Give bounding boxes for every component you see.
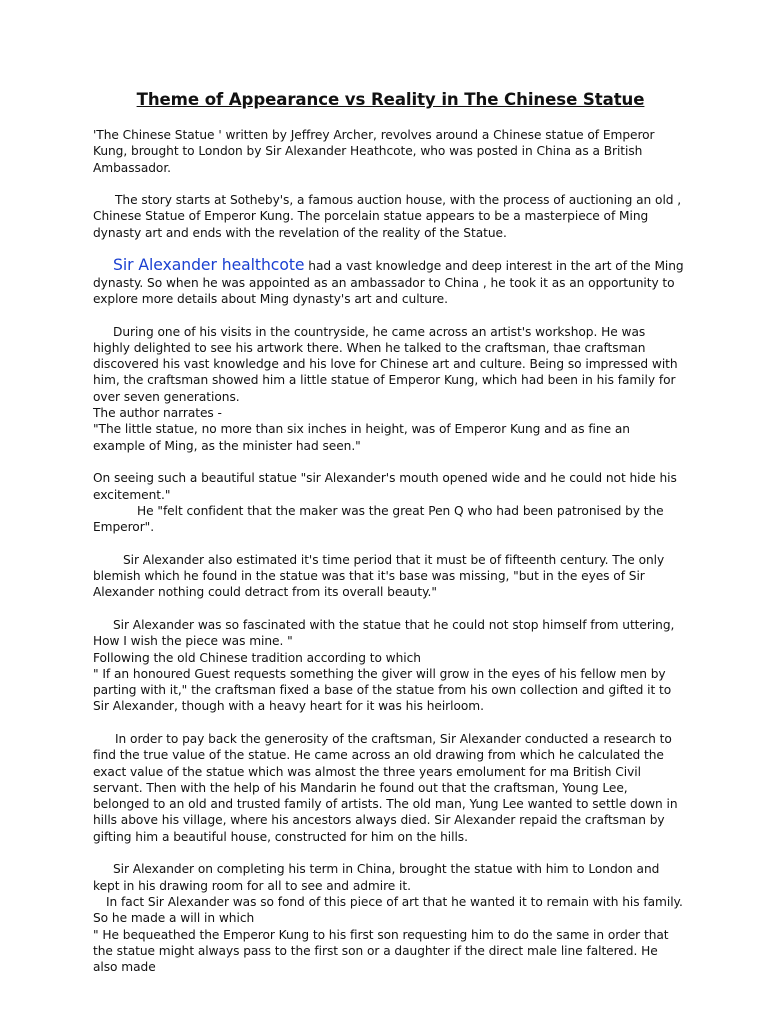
paragraph-bequeathed: " He bequeathed the Emperor Kung to his first son requesting him to do the same in order that the statue might always pass to the first son or a daughter if the direct male line faltered. He also made bbox=[93, 927, 669, 975]
paragraph-excitement: On seeing such a beautiful statue "sir Alexander's mouth opened wide and he could not hide his excitement." bbox=[93, 471, 677, 502]
paragraph-repayment: In order to pay back the generosity of the craftsman, Sir Alexander conducted a research to find the true value of the statue. He came across an old drawing from which he calculated the exact value of the statue which was almost the three years emolument for ma British Civil servant. Then with the help of his Mandarin he found out that the craftsman, Young Lee, belonged to an old and trusted family of artists. The old man, Yung Lee wanted to settle down in hills above his village, where his ancestors always died. Sir Alexander repaid the craftsman by gifting him a beautiful house, constructed for him on the hills. bbox=[93, 731, 678, 844]
paragraph-intro: 'The Chinese Statue ' written by Jeffrey Archer, revolves around a Chinese statue of Emperor Kung, brought to London by Sir Alexander Heathcote, who was posted in China as a British Ambassador. bbox=[93, 128, 655, 175]
page-title: Theme of Appearance vs Reality in The Chinese Statue bbox=[136, 90, 645, 109]
sir-alexander-link[interactable]: Sir Alexander healthcote bbox=[113, 256, 305, 275]
paragraph-fifteenth-century: Sir Alexander also estimated it's time period that it must be of fifteenth century. The only blemish which he found in the statue was that it's base was missing, "but in the eyes of Sir Alexander nothing could detract from its overall beauty." bbox=[93, 552, 665, 600]
paragraph-wish: Sir Alexander was so fascinated with the statue that he could not stop himself from uttering, How I wish the piece was mine. " bbox=[93, 617, 675, 649]
paragraph-sothebys: The story starts at Sotheby's, a famous auction house, with the process of auctioning an old , Chinese Statue of Emperor Kung. The porcelain statue appears to be a masterpiece of Ming dynasty art and ends with the revelation of the reality of the Statue. bbox=[93, 193, 682, 240]
paragraph-pen-q-quote: He "felt confident that the maker was the great Pen Q who had been patronised by the Emperor". bbox=[93, 503, 664, 535]
paragraph-will: In fact Sir Alexander was so fond of this piece of art that he wanted it to remain with his family. So he made a will in which bbox=[93, 894, 683, 926]
paragraph-alexander-knowledge bbox=[93, 257, 684, 307]
paragraph-tradition: Following the old Chinese tradition according to which bbox=[93, 650, 421, 665]
paragraph-statue-quote: "The little statue, no more than six inches in height, was of Emperor Kung and as fine an example of Ming, as the minister had seen." bbox=[93, 422, 630, 453]
paragraph-return-london: Sir Alexander on completing his term in China, brought the statue with him to London and kept in his drawing room for all to see and admire it. bbox=[93, 862, 660, 893]
paragraph-honoured-guest: " If an honoured Guest requests something the giver will grow in the eyes of his fellow men by parting with it," the craftsman fixed a base of the statue from his own collection and gifted it to Sir Alexander, though with a heavy heart for it was his heirloom. bbox=[93, 666, 672, 714]
paragraph-alexander-knowledge-text: had a vast knowledge and deep interest in the art of the Ming dynasty. So when he was appointed as an ambassador to China , he took it as an opportunity to explore more details about Ming dynasty's art and culture. bbox=[93, 259, 684, 306]
paragraph-workshop: During one of his visits in the countryside, he came across an artist's workshop. He was highly delighted to see his artwork there. When he talked to the craftsman, thae craftsman discovered his vast knowledge and his love for Chinese art and culture. Being so impressed with him, the craftsman showed him a little statue of Emperor Kung, which had been in his family for over seven generations. bbox=[93, 324, 678, 404]
paragraph-author-narrates: The author narrates - bbox=[93, 406, 222, 421]
